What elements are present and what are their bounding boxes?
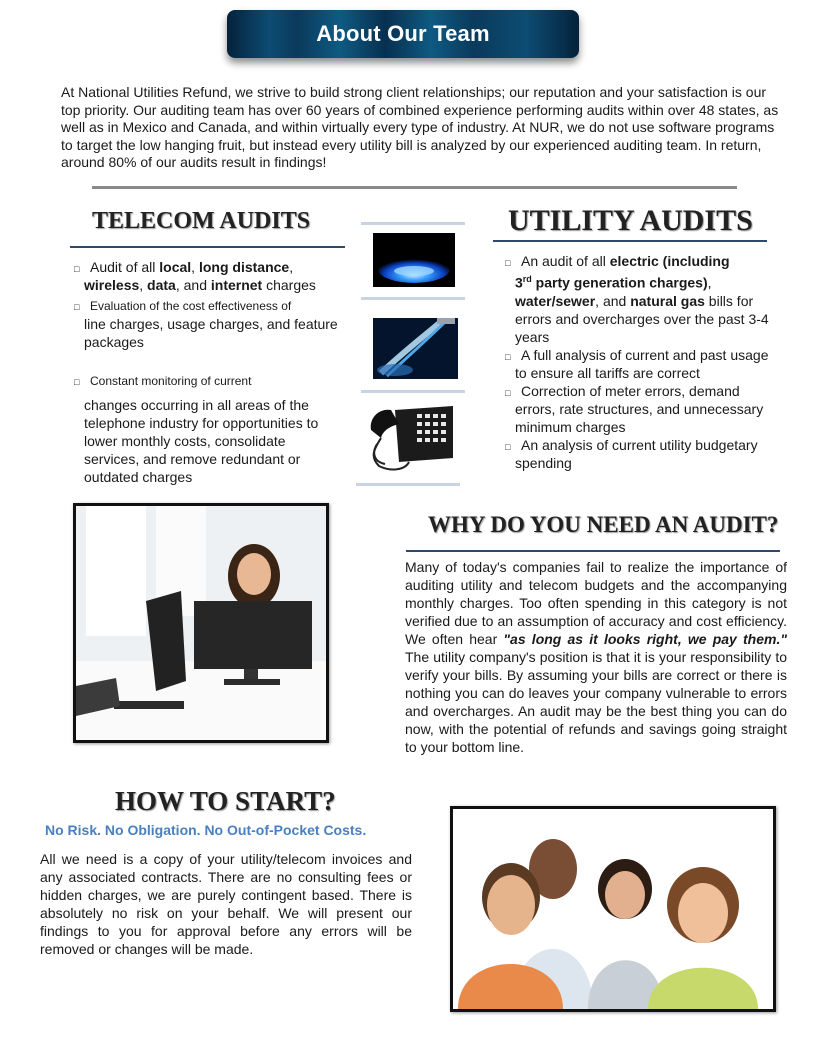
image-separator (356, 483, 460, 486)
bullet-icon: □ (74, 377, 80, 387)
section-divider (92, 186, 737, 189)
bullet-icon: □ (74, 264, 80, 274)
utility-bullets (505, 252, 770, 472)
bullet-icon: □ (505, 387, 511, 398)
telecom-heading-rule (70, 246, 345, 248)
water-image (373, 318, 458, 379)
start-paragraph: All we need is a copy of your utility/telecom invoices and any associated contracts. There are no consulting fees or hidden charges, we are purely contingent based. There is absolutely no risk on your behalf. We will present our findings to you for approval before any errors will be removed or changes will be made. (40, 851, 412, 957)
telephone-image (365, 400, 455, 476)
utility-heading-rule (493, 240, 767, 242)
gas-flame-image (373, 233, 455, 287)
intro-paragraph: At National Utilities Refund, we strive to build strong client relationships; our reputation and your satisfaction is our top priority. Our auditing team has over 60 years of combined experience performing audits within over 48 states, as well as in Mexico and Canada, and within virtually every type of industry. At NUR, we do not use software programs to target the low hanging fruit, but instead every utility bill is analyzed by our experienced auditing team. In return, around 80% of our audits result in findings! (61, 84, 779, 170)
why-heading: WHY DO YOU NEED AN AUDIT? (428, 512, 779, 537)
bullet-icon: □ (505, 258, 511, 268)
utility-bullet-2: □ A full analysis of current and past usage to ensure all tariffs are correct (505, 346, 769, 381)
title-banner (227, 10, 579, 58)
why-paragraph: Many of today's companies fail to realize the importance of auditing utility and telecom budgets and the accompanying monthly charges. Too often spending in this category is not verified due to an assumption of accuracy and cost efficiency. We often hear "as long as it looks right, we pay them." The utility company's position is that it is your responsibility to verify your bills. By assuming your bills are correct or there is nothing you can do leaves your company vulnerable to errors and overcharges. An audit may be the best thing you can do now, with the potential of refunds and savings going straight to your bottom line. (405, 559, 787, 755)
telecom-bullets (74, 258, 354, 486)
page-title: About Our Team (316, 21, 490, 46)
bullet-icon: □ (74, 302, 80, 312)
bullet-icon: □ (505, 351, 511, 362)
quote-text: "as long as it looks right, we pay them." (503, 631, 787, 647)
telecom-bullet-2: □ Evaluation of the cost effectiveness of line charges, usage charges, and feature packages (74, 299, 338, 350)
telecom-bullet-3: □ Constant monitoring of current (74, 371, 354, 390)
telecom-bullet-1: □ Audit of all local, long distance, wireless, data, and internet charges (74, 259, 316, 293)
why-heading-rule (406, 550, 780, 552)
bullet-icon: □ (505, 441, 511, 452)
image-separator (361, 297, 465, 300)
utility-bullet-4: □ An analysis of current utility budgetary spending (505, 436, 758, 471)
utility-bullet-1: □ An audit of all electric (including 3rd party generation charges), water/sewer, and natural gas bills for errors and overcharges over the past 3-4 years (505, 253, 769, 345)
team-photo (450, 806, 776, 1012)
telecom-bullet-3-detail: changes occurring in all areas of the telephone industry for opportunities to lower monthly costs, consolidate services, and remove redundant or outdated charges (84, 397, 319, 485)
image-separator (361, 222, 465, 225)
office-photo (73, 503, 329, 743)
start-tagline: No Risk. No Obligation. No Out-of-Pocket Costs. (45, 822, 367, 838)
utility-bullet-3: □ Correction of meter errors, demand errors, rate structures, and unnecessary minimum charges (505, 382, 764, 435)
telecom-heading: TELECOM AUDITS (92, 208, 311, 234)
image-separator (361, 390, 465, 393)
utility-heading: UTILITY AUDITS (508, 204, 753, 237)
start-heading: HOW TO START? (115, 786, 336, 816)
